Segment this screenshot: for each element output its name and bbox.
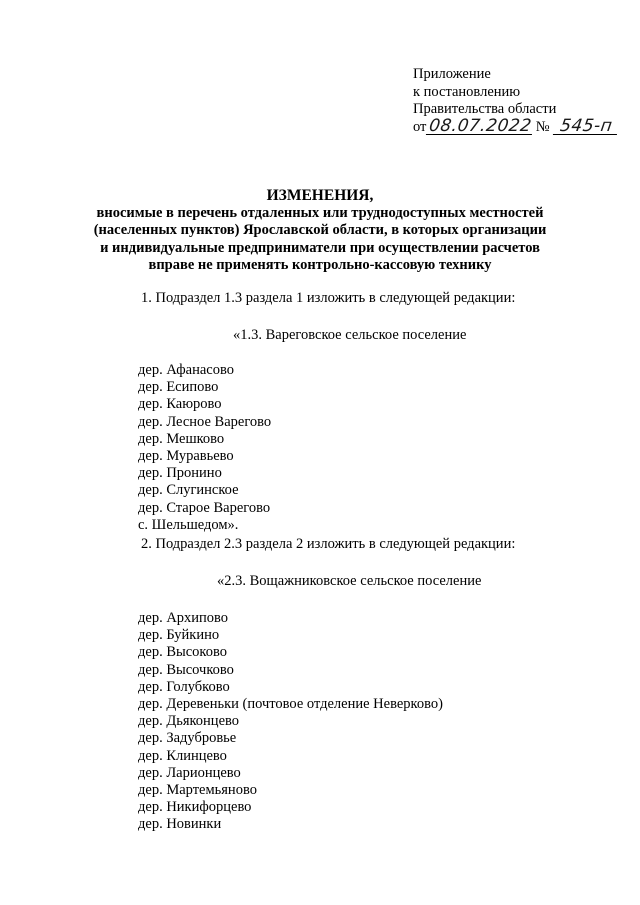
list-item: дер. Мешково: [138, 430, 225, 447]
list-item: дер. Афанасово: [138, 362, 234, 378]
item-1-places-list: [138, 362, 271, 534]
from-label: от: [413, 118, 427, 135]
title-subtitle-line: и индивидуальные предприниматели при осуществлении расчетов: [100, 239, 540, 256]
handwritten-date: 08.07.2022: [428, 115, 534, 136]
document-title: [0, 187, 640, 274]
list-item: дер. Слугинское: [138, 482, 239, 499]
handwritten-number: 545-п: [552, 119, 618, 135]
list-item: с. Шельшедом».: [138, 516, 239, 533]
list-item: дер. Деревеньки (почтовое отделение Неверково): [138, 696, 443, 713]
list-item: дер. Архипово: [138, 610, 229, 626]
list-item: дер. Есипово: [138, 379, 219, 396]
title-subtitle-line: вправе не применять контрольно-кассовую технику: [148, 256, 492, 273]
appendix-date-number-line: [413, 115, 618, 137]
item-2-subheading: «2.3. Вощажниковское сельское поселение: [217, 573, 482, 589]
list-item: дер. Буйкино: [138, 627, 220, 644]
item-2-text: 2. Подраздел 2.3 раздела 2 изложить в следующей редакции:: [141, 536, 516, 552]
appendix-government-line: Правительства области: [413, 101, 557, 117]
list-item: дер. Мартемьяново: [138, 782, 257, 799]
appendix-header: [413, 66, 618, 136]
item-1-subheading: «1.3. Вареговское сельское поселение: [233, 327, 467, 343]
list-item: дер. Ларионцево: [138, 764, 241, 781]
list-item: дер. Голубково: [138, 678, 230, 695]
list-item: дер. Высочково: [138, 661, 234, 678]
list-item: дер. Новинки: [138, 816, 222, 833]
list-item: дер. Никифорцево: [138, 799, 252, 816]
list-item: дер. Клинцево: [138, 747, 227, 764]
list-item: дер. Старое Варегово: [138, 499, 271, 516]
number-label: №: [535, 118, 550, 135]
title-subtitle-line: (населенных пунктов) Ярославской области, в которых организации: [93, 222, 547, 239]
item-1-text: 1. Подраздел 1.3 раздела 1 изложить в следующей редакции:: [141, 290, 516, 306]
list-item: дер. Высоково: [138, 644, 227, 661]
list-item: дер. Каюрово: [138, 396, 222, 413]
list-item: дер. Лесное Варегово: [138, 413, 272, 430]
list-item: дер. Задубровье: [138, 730, 237, 747]
appendix-resolution-line: к постановлению: [413, 83, 521, 100]
list-item: дер. Дьяконцево: [138, 713, 239, 730]
list-item: дер. Пронино: [138, 465, 222, 482]
title-subtitle-line: вносимые в перечень отдаленных или труднодоступных местностей: [96, 205, 544, 222]
appendix-title: Приложение: [413, 66, 491, 82]
list-item: дер. Муравьево: [138, 448, 234, 465]
item-2-places-list: [138, 610, 443, 834]
title-heading: ИЗМЕНЕНИЯ,: [266, 187, 374, 204]
